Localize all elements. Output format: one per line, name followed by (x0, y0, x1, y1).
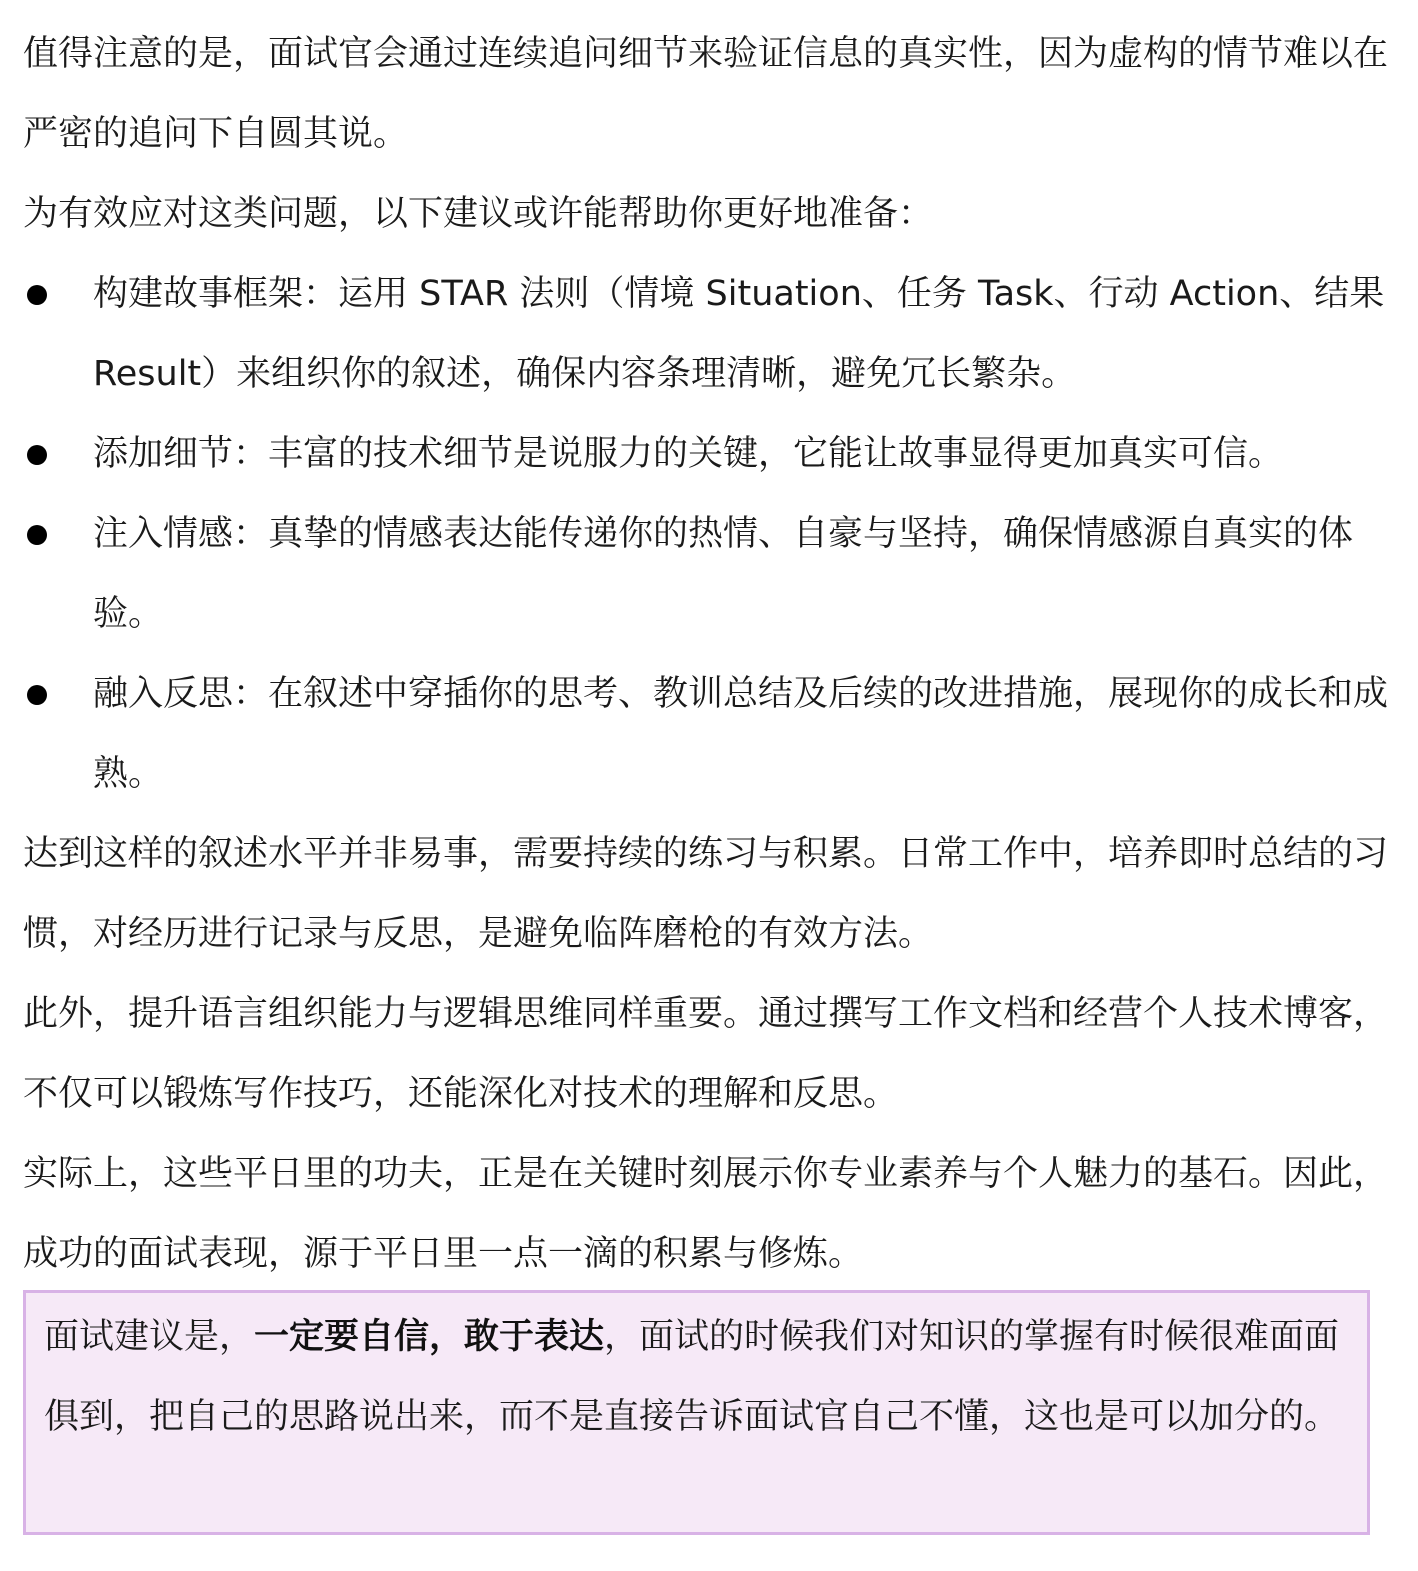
list-item-label: 构建故事框架： (93, 274, 339, 314)
list-item-text: 在叙述中穿插你的思考、教训总结及后续的改进措施，展现你的成长和成熟。 (93, 674, 1389, 794)
bullet-dot-icon (27, 685, 47, 705)
list-item (23, 654, 1408, 814)
list-item-text: 真挚的情感表达能传递你的热情、自豪与坚持，确保情感源自真实的体验。 (93, 514, 1354, 634)
paragraph-writing: 此外，提升语言组织能力与逻辑思维同样重要。通过撰写工作文档和经营个人技术博客，不仅可以锻炼写作技巧，还能深化对技术的理解和反思。 (23, 994, 1389, 1114)
article-body (23, 14, 1408, 1294)
tip-emphasis: 一定要自信，敢于表达 (254, 1317, 605, 1357)
list-item-text: 运用 STAR 法则（情境 Situation、任务 Task、行动 Action、结果 Result）来组织你的叙述，确保内容条理清晰，避免冗长繁杂。 (93, 274, 1385, 394)
list-item (23, 414, 1408, 494)
list-item (23, 494, 1408, 654)
advice-list (23, 254, 1408, 814)
tip-prefix: 面试建议是， (44, 1317, 255, 1357)
bullet-dot-icon (27, 525, 47, 545)
list-item-label: 添加细节： (93, 434, 269, 474)
interview-tip-callout (23, 1290, 1370, 1535)
tip-suffix: ，面试的时候我们对知识的掌握有时候很难面面俱到，把自己的思路说出来，而不是直接告诉面试官自己不懂，这也是可以加分的。 (44, 1317, 1340, 1437)
paragraph-conclusion: 实际上，这些平日里的功夫，正是在关键时刻展示你专业素养与个人魅力的基石。因此，成功的面试表现，源于平日里一点一滴的积累与修炼。 (23, 1154, 1389, 1274)
list-item-label: 注入情感： (93, 514, 269, 554)
paragraph-intro: 值得注意的是，面试官会通过连续追问细节来验证信息的真实性，因为虚构的情节难以在严密的追问下自圆其说。 (23, 34, 1389, 154)
list-item-text: 丰富的技术细节是说服力的关键，它能让故事显得更加真实可信。 (268, 434, 1284, 474)
list-item (23, 254, 1408, 414)
paragraph-advice-lead: 为有效应对这类问题，以下建议或许能帮助你更好地准备： (23, 194, 934, 234)
paragraph-practice: 达到这样的叙述水平并非易事，需要持续的练习与积累。日常工作中，培养即时总结的习惯，对经历进行记录与反思，是避免临阵磨枪的有效方法。 (23, 834, 1389, 954)
list-item-label: 融入反思： (93, 674, 269, 714)
bullet-dot-icon (27, 445, 47, 465)
bullet-dot-icon (27, 285, 47, 305)
